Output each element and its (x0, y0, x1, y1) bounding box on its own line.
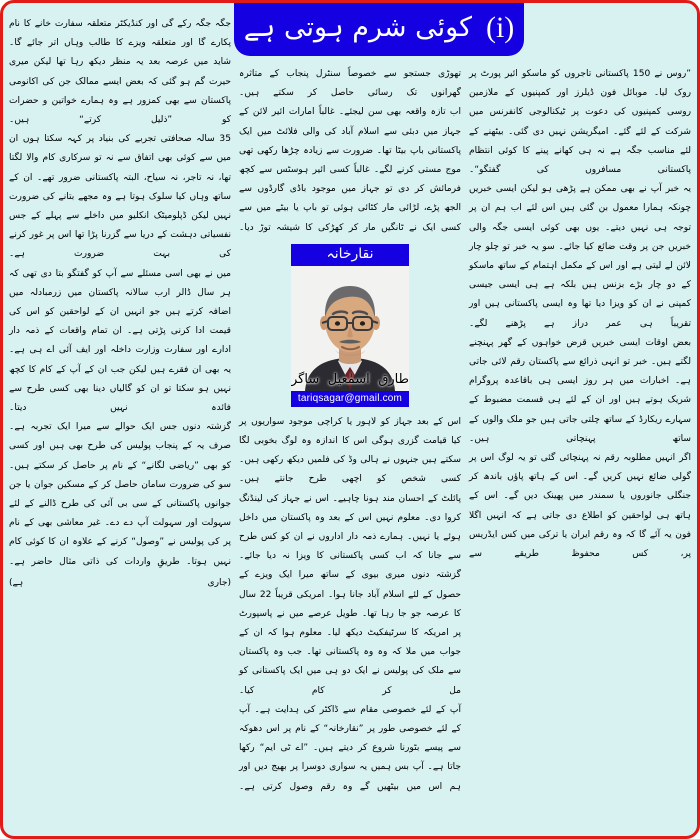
column-middle (239, 7, 461, 832)
paragraph: ”روس نے 150 پاکستانی تاجروں کو ماسکو ائیر پورٹ پر روک لیا۔ موبائل فون ڈیلرز اور کمپنیوں کے ملازمین روسی کمپنیوں کی دعوت پر ٹیکنالوجی کانفرنس میں شرکت کے لئے گئے۔ امیگریشن نہیں دی گئی۔ بیٹھنے کے لئے مناسب جگہ ہے نہ ہی کھانے پینے کا کوئی انتظام پاکستانی مسافروں کی گفتگو“۔ (469, 69, 691, 176)
paragraph: آپ کے لئے خصوصی مقام سے ڈاکٹر کی ہدایت ہے۔ آپ کے لئے خصوصی طور پر ”نقارخانہ“ کے نام پر اس دھوکہ سے پیسے بٹورنا شروع کر دیتے ہیں۔ ”اے ٹی ایم“ رکھا جاتا ہے۔ آپ بس ہمیں یہ سواری دوسرا پر بھیج دیں اور ہم اس میں بیٹھیں گے وہ رقم وصول کرتی ہے۔ (239, 704, 461, 792)
author-name: طارق اسمٰعیل ساگر (291, 371, 409, 387)
column-middle-body (239, 7, 461, 797)
headline-banner (234, 3, 524, 56)
paragraph: میں نے بھی اسی مسئلے سے آپ کو گفتگو بتا دی تھی کہ ہر سال ڈالر ارب سالانہ پاکستان میں زرمبادلہ میں اضافہ کرتے ہیں جو انہیں ان کے لواحقین کو اس کی قیمت ادا کرنی پڑتی ہے۔ ان تمام واقعات کے ذمہ دار ادارے اور سفارت وزارت داخلہ اور ایف آئی اے ہی ہے۔ یہ بھی ان فقرے ہیں لیکن جب ان کے آپ کے کام کا کچھ نہیں ہو سکتا تو ان کو گالیاں دینا بھی کسی طرح سے فائدہ نہیں دیتا۔ (9, 268, 231, 414)
paragraph: اس کے بعد جہاز کو لاہور یا کراچی موجود سواریوں پر کیا قیامت گزری ہوگی اس کا اندازہ وہ لوگ بخوبی لگا سکتے ہیں جنہوں نے ہالی وڈ کی فلمیں دیکھ رکھی ہیں۔ کسی شخص کو اچھی طرح جانتے ہیں۔ (239, 416, 461, 485)
column-right-body (469, 7, 691, 564)
headline-marker: (i) (485, 10, 515, 44)
paragraph: 35 سالہ صحافتی تجربے کی بنیاد پر کہہ سکتا ہوں ان میں سے کوئی بھی اتفاق سے نہ تو سرکاری کام والا لگتا تھا، نہ تاجر، نہ سیاح، البتہ پاکستانی ضرور تھے۔ ان کے ساتھ وہاں کیا سلوک ہوتا ہے وہ مجھے بتانے کی ضرورت نہیں لیکن ڈپلومیٹک انکلیو میں داخلے سے پہلے کے جس نفسیاتی دہشت کے دریا سے گزرنا پڑا تھا اس پر غور کرنے کی بہت ضرورت ہے۔ (9, 134, 231, 260)
continued-label: (جاری ہے) (9, 577, 231, 588)
paragraph: اب تازہ واقعہ بھی سن لیجئے۔ غالباً امارات ائیر لائن کے جہاز میں دبئی سے اسلام آباد کی والی فلائٹ میں ایک پاکستانی باپ بیٹا تھا۔ ضرورت سے زیادہ چڑھا رکھی تھی موج مستی کرنے لگے۔ غالباً کسی ائیر ہوسٹس سے کچھ فرمائش کر دی تو جہاز میں موجود باڈی گارڈوں سے الجھ پڑے، لڑائی مار کٹائی ہوئی تو باپ یا بیٹے میں سے کسی ایک نے ٹانگیں مار کر کھڑکی کا شیشہ توڑ دیا۔ (239, 107, 461, 233)
page-title: کوئی شرم ہوتی ہے (243, 12, 472, 43)
paragraph: یہ خبر آپ نے بھی ممکن ہے پڑھی ہو لیکن ایسی خبریں چونکہ ہمارا معمول بن گئی ہیں اس لئے اب ہم ان پر توجہ ہی نہیں دیتے۔ یوں بھی کوئی ایسی جگہ والی خبریں جن پر وقت ضائع کیا جائے۔ سو یہ خبر تو چلو چار لائن لے لیتی ہے اور اس کے مکمل اہتمام کے ساتھ ماسکو کے دو چار بڑے بزنس ہیں بلکہ ہے ہی ایسی جیسی کمپنی نے ان کو ویزا دیا تھا وہ ایسی پاکستانی ہیں اور تقریباً ہی عمر دراز ہے پڑھنے لگے۔ (469, 184, 691, 329)
paragraph: جگہ جگہ رکے گی اور کنڈیکٹر متعلقہ سفارت خانے کا نام پکارے گا اور متعلقہ ویزے کا طالب وہاں اتر جائے گا۔ شاید میں عرصہ بعد یہ منظر دیکھ رہا تھا لیکن میری حیرت گم ہو گئی کہ بعض ایسے ممالک جن کی اکانومی پاکستان سے بھی کمزور ہے وہ ہمارے خواتین و حضرات کو ”ذلیل کرتے“ ہیں۔ (9, 19, 231, 126)
paragraph: پائلٹ کے احسان مند ہونا چاہیے۔ اس نے جہاز کی لینڈنگ کروا دی۔ معلوم نہیں اس کے بعد وہ پاکستان میں داخل ہوئے یا نہیں۔ ہمارے ذمہ دار اداروں نے ان کو کس طرح سے جانا کہ اب کسی پاکستانی کا ویزا نہ دیا جائے۔ (239, 493, 461, 562)
paragraph: تھوڑی جستجو سے خصوصاً سنٹرل پنجاب کے متاثرہ گھرانوں تک رسائی حاصل کر سکتے ہیں۔ (239, 69, 461, 99)
byline-card (291, 244, 409, 407)
paragraph: اگر انہیں مطلوبہ رقم نہ پہنچائی گئی تو یہ لوگ اس پر گولی ضائع نہیں کریں گے۔ اس کے ہاتھ پاؤں باندھ کر جنگلی جانوروں یا سمندر میں پھینک دیں گے۔ اس کے ہاتھ ہی لواحقین کو اطلاع دی جاتی ہے کہ انہیں اگلا فون یہ آئے گا کہ وہ رقم ایران یا ترکی میں کس ایڈریس پر، کس محفوظ طریقے سے (469, 453, 691, 560)
author-email[interactable]: tariqsagar@gmail.com (291, 391, 409, 407)
column-name-bar: نقارخانہ (291, 244, 409, 266)
column-left-body (9, 7, 231, 593)
column-right (469, 7, 691, 832)
column-left (9, 7, 231, 832)
paragraph: بعض اوقات ایسی خبریں قرض خواہوں کے گھر پہنچنے لگتے ہیں۔ خبر تو انہی ذرائع سے پاکستان رقم لائی جاتی ہے۔ اخبارات میں ہر روز ایسی ہی باقاعدہ پروگرام شریک ہوتے ہیں اور ان کے لئے ہی قسمت مضبوط کے سہارے ریکارڈ کے ساتھ چلتی جاتی ہیں جو ملک والوں کے ساتھ پہنچاتی ہیں۔ (469, 337, 691, 444)
article-columns (9, 7, 691, 832)
paragraph: گزشتہ دنوں میری بیوی کے ساتھ میرا ایک ویزے کے حصول کے لئے اسلام آباد جانا ہوا۔ امریکی قریباً 22 سال کا عرصہ جو جا رہا تھا۔ طویل عرصے میں نے پاسپورٹ پر امریکہ کا سرٹیفکیٹ دیکھ لیا۔ معلوم ہوا کہ ان کے جواب میں ملا کہ وہ وہ پاکستانی تھا۔ جب وہ پاکستان سے ملک کی پولیس نے ایک دو ہی میں ایک پاکستانی کو مل کر کام کیا۔ (239, 570, 462, 696)
author-photo (291, 266, 409, 391)
paragraph: گزشتہ دنوں جس ایک حوالے سے میرا ایک تجربہ ہے۔ صرف یہ کے پنجاب پولیس کی طرح بھی ہیں اور کسی کو بھی ”ریاضی لگانے“ کے نام پر حاصل کر سکتے ہیں۔ سو کی ضرورت سامان حاصل کر کے مسکین جوان یا جن جوانوں پاکستانی کے سی بی آئی کی طرح ڈالنے کے لئے سہولت اور سہولت آپ دے دے۔ غیر معاشی بھی کے نام پر کی پولیس نے ”وصول“ کرنے کے علاوہ ان کا کوئی کام نہیں ہوتا۔ طریقِ واردات کی ذاتی مثال حاضر ہے۔ (9, 422, 231, 567)
